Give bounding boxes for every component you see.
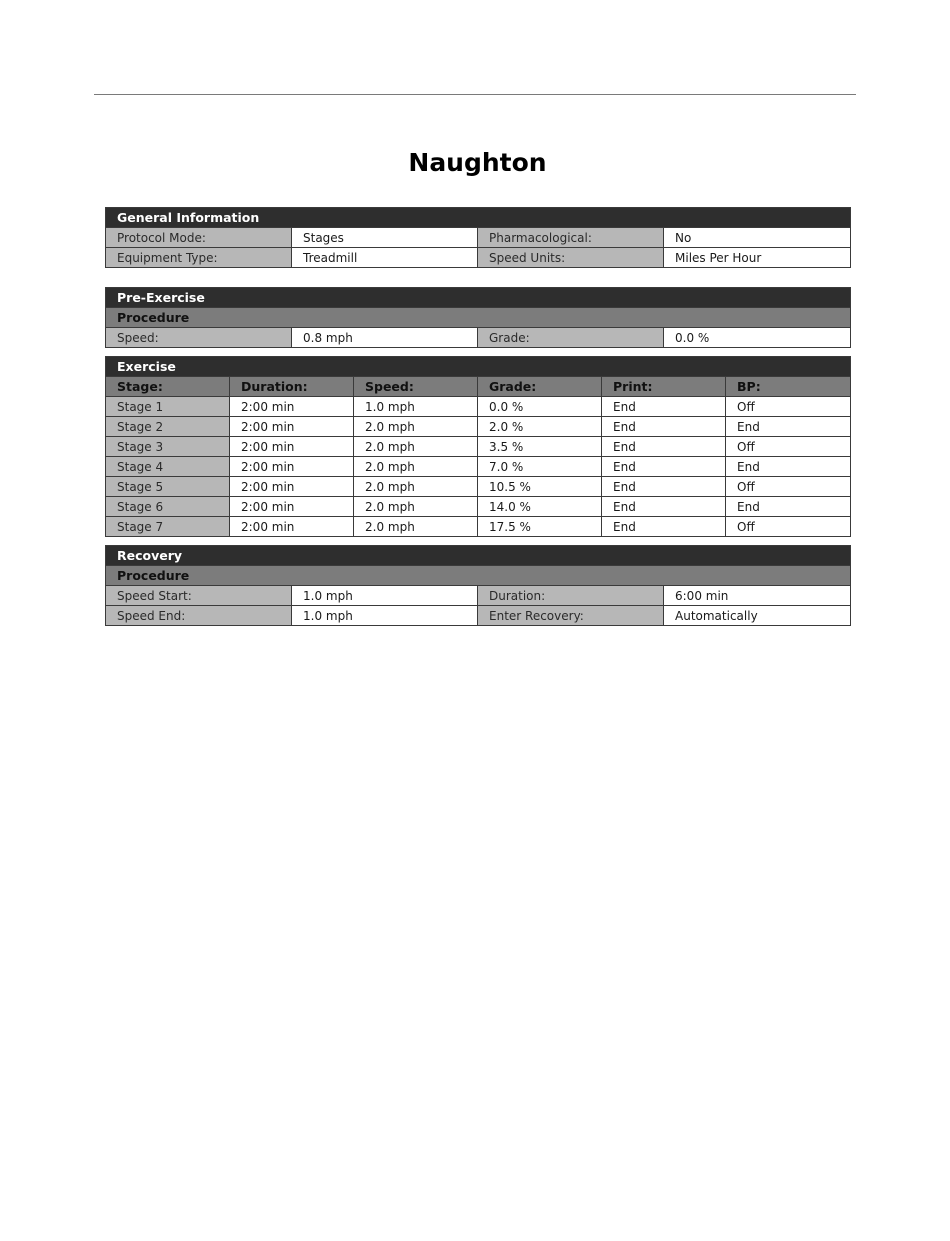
print-cell: End bbox=[602, 417, 726, 437]
exercise-table bbox=[105, 356, 851, 537]
field-label: Speed End: bbox=[106, 606, 292, 626]
duration-cell: 2:00 min bbox=[230, 417, 354, 437]
table-row bbox=[106, 417, 851, 437]
column-header: Speed: bbox=[354, 377, 478, 397]
column-header: BP: bbox=[726, 377, 851, 397]
speed-cell: 2.0 mph bbox=[354, 497, 478, 517]
bp-cell: Off bbox=[726, 477, 851, 497]
recovery-table bbox=[105, 545, 851, 626]
table-row bbox=[106, 437, 851, 457]
field-label: Speed Units: bbox=[478, 248, 664, 268]
bp-cell: End bbox=[726, 457, 851, 477]
field-value: 0.8 mph bbox=[292, 328, 478, 348]
column-header: Stage: bbox=[106, 377, 230, 397]
field-value: Stages bbox=[292, 228, 478, 248]
field-label: Speed Start: bbox=[106, 586, 292, 606]
general-information-table bbox=[105, 207, 851, 268]
page-title: Naughton bbox=[408, 148, 547, 177]
column-header: Duration: bbox=[230, 377, 354, 397]
stage-cell: Stage 3 bbox=[106, 437, 230, 457]
field-label: Pharmacological: bbox=[478, 228, 664, 248]
section-header: Recovery bbox=[106, 546, 851, 566]
section-header: General Information bbox=[106, 208, 851, 228]
pre-exercise-table bbox=[105, 287, 851, 348]
field-value: 1.0 mph bbox=[292, 586, 478, 606]
field-label: Equipment Type: bbox=[106, 248, 292, 268]
field-label: Duration: bbox=[478, 586, 664, 606]
stage-cell: Stage 7 bbox=[106, 517, 230, 537]
section-subheader: Procedure bbox=[106, 308, 851, 328]
table-row bbox=[106, 397, 851, 417]
table-row bbox=[106, 228, 851, 248]
stage-cell: Stage 4 bbox=[106, 457, 230, 477]
duration-cell: 2:00 min bbox=[230, 477, 354, 497]
stage-cell: Stage 2 bbox=[106, 417, 230, 437]
grade-cell: 10.5 % bbox=[478, 477, 602, 497]
duration-cell: 2:00 min bbox=[230, 497, 354, 517]
section-header: Pre-Exercise bbox=[106, 288, 851, 308]
top-divider bbox=[94, 94, 856, 95]
grade-cell: 7.0 % bbox=[478, 457, 602, 477]
speed-cell: 2.0 mph bbox=[354, 417, 478, 437]
table-row bbox=[106, 477, 851, 497]
stage-cell: Stage 1 bbox=[106, 397, 230, 417]
bp-cell: End bbox=[726, 497, 851, 517]
field-label: Protocol Mode: bbox=[106, 228, 292, 248]
print-cell: End bbox=[602, 457, 726, 477]
print-cell: End bbox=[602, 397, 726, 417]
table-row bbox=[106, 606, 851, 626]
grade-cell: 17.5 % bbox=[478, 517, 602, 537]
duration-cell: 2:00 min bbox=[230, 517, 354, 537]
field-value: 1.0 mph bbox=[292, 606, 478, 626]
print-cell: End bbox=[602, 517, 726, 537]
print-cell: End bbox=[602, 497, 726, 517]
bp-cell: Off bbox=[726, 517, 851, 537]
print-cell: End bbox=[602, 477, 726, 497]
bp-cell: End bbox=[726, 417, 851, 437]
table-row bbox=[106, 497, 851, 517]
duration-cell: 2:00 min bbox=[230, 457, 354, 477]
table-row bbox=[106, 457, 851, 477]
grade-cell: 2.0 % bbox=[478, 417, 602, 437]
field-value: 6:00 min bbox=[664, 586, 851, 606]
field-value: Treadmill bbox=[292, 248, 478, 268]
table-row bbox=[106, 248, 851, 268]
speed-cell: 2.0 mph bbox=[354, 477, 478, 497]
print-cell: End bbox=[602, 437, 726, 457]
column-header: Print: bbox=[602, 377, 726, 397]
table-row bbox=[106, 328, 851, 348]
field-value: No bbox=[664, 228, 851, 248]
grade-cell: 14.0 % bbox=[478, 497, 602, 517]
column-header: Grade: bbox=[478, 377, 602, 397]
section-subheader: Procedure bbox=[106, 566, 851, 586]
speed-cell: 2.0 mph bbox=[354, 517, 478, 537]
stage-cell: Stage 6 bbox=[106, 497, 230, 517]
speed-cell: 2.0 mph bbox=[354, 437, 478, 457]
bp-cell: Off bbox=[726, 437, 851, 457]
field-label: Grade: bbox=[478, 328, 664, 348]
duration-cell: 2:00 min bbox=[230, 437, 354, 457]
column-header-row bbox=[106, 377, 851, 397]
field-value: Automatically bbox=[664, 606, 851, 626]
field-label: Enter Recovery: bbox=[478, 606, 664, 626]
field-label: Speed: bbox=[106, 328, 292, 348]
field-value: 0.0 % bbox=[664, 328, 851, 348]
speed-cell: 1.0 mph bbox=[354, 397, 478, 417]
section-header: Exercise bbox=[106, 357, 851, 377]
bp-cell: Off bbox=[726, 397, 851, 417]
stage-cell: Stage 5 bbox=[106, 477, 230, 497]
table-row bbox=[106, 517, 851, 537]
duration-cell: 2:00 min bbox=[230, 397, 354, 417]
speed-cell: 2.0 mph bbox=[354, 457, 478, 477]
grade-cell: 3.5 % bbox=[478, 437, 602, 457]
grade-cell: 0.0 % bbox=[478, 397, 602, 417]
field-value: Miles Per Hour bbox=[664, 248, 851, 268]
table-row bbox=[106, 586, 851, 606]
